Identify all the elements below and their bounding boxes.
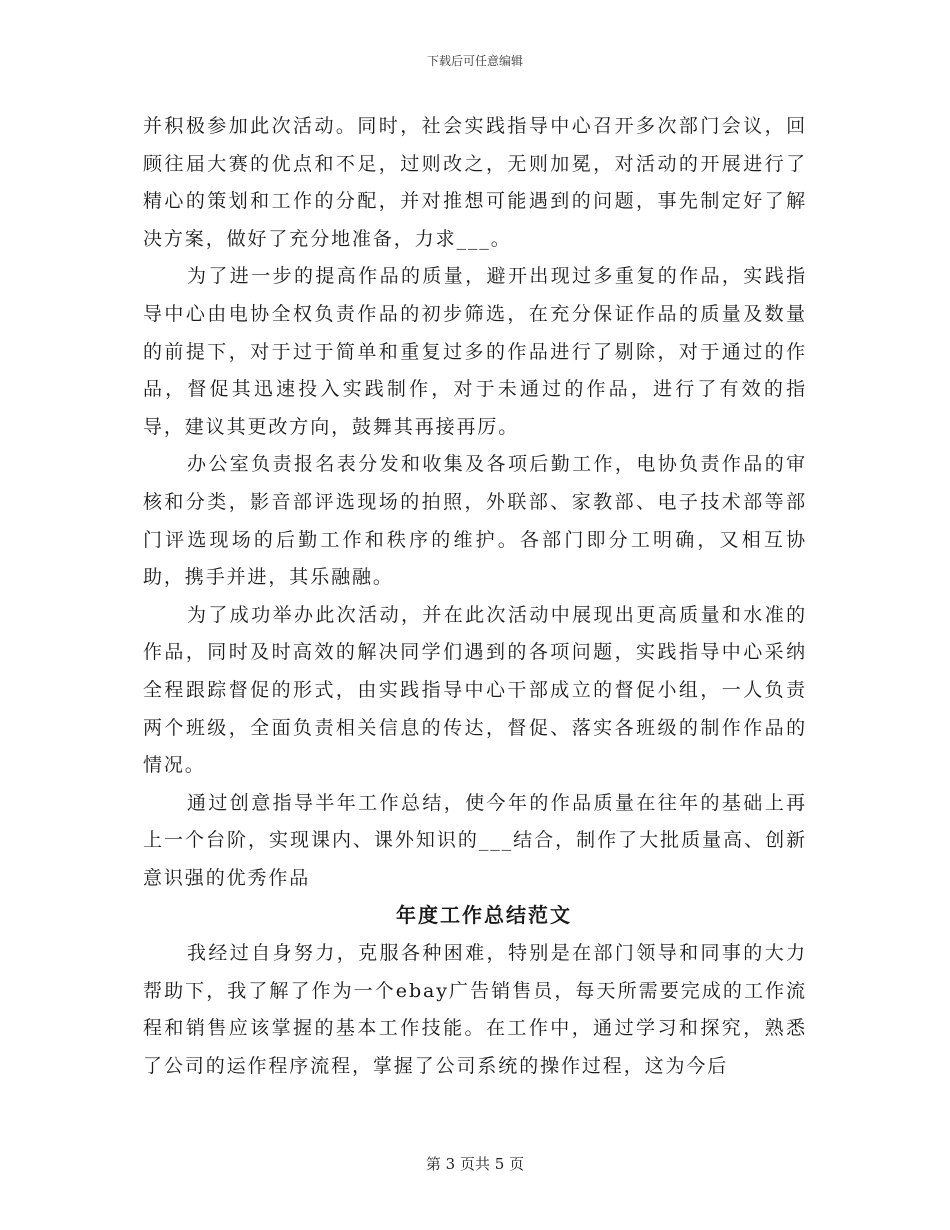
- page-number: 第 3 页共 5 页: [425, 1155, 525, 1173]
- paragraph-quality: 为了进一步的提高作品的质量，避开出现过多重复的作品，实践指导中心由电协全权负责作品的初步筛选，在充分保证作品的质量及数量的前提下，对于过于简单和重复过多的作品进行了剔除，对于通过的作品，督促其迅速投入实践制作，对于未通过的作品，进行了有效的指导，建议其更改方向，鼓舞其再接再厉。: [143, 265, 807, 438]
- page-header: 下载后可任意编辑: [426, 54, 523, 68]
- paragraph-division-of-work: 办公室负责报名表分发和收集及各项后勤工作，电协负责作品的审核和分类，影音部评选现场的拍照，外联部、家教部、电子技术部等部门评选现场的后勤工作和秩序的维护。各部门即分工明确，又相互协助，携手并进，其乐融融。: [143, 453, 807, 589]
- section-title: 年度工作总结范文: [396, 903, 572, 928]
- paragraph-conclusion: 通过创意指导半年工作总结，使今年的作品质量在往年的基础上再上一个台阶，实现课内、课外知识的___结合，制作了大批质量高、创新意识强的优秀作品: [143, 791, 807, 889]
- document-body: [143, 108, 807, 1085]
- paragraph-supervision: 为了成功举办此次活动，并在此次活动中展现出更高质量和水准的作品，同时及时高效的解决同学们遇到的各项问题，实践指导中心采纳全程跟踪督促的形式，由实践指导中心干部成立的督促小组，一人负责两个班级，全面负责相关信息的传达，督促、落实各班级的制作作品的情况。: [143, 603, 807, 777]
- paragraph-annual-summary: 我经过自身努力，克服各种困难，特别是在部门领导和同事的大力帮助下，我了解了作为一个ebay广告销售员，每天所需要完成的工作流程和销售应该掌握的基本工作技能。在工作中，通过学习和探究，熟悉了公司的运作程序流程，掌握了公司系统的操作过程，这为今后: [143, 942, 807, 1077]
- paragraph-continuation: 并积极参加此次活动。同时，社会实践指导中心召开多次部门会议，回顾往届大赛的优点和不足，过则改之，无则加冕，对活动的开展进行了精心的策划和工作的分配，并对推想可能遇到的问题，事先制定好了解决方案，做好了充分地准备，力求___。: [143, 115, 807, 250]
